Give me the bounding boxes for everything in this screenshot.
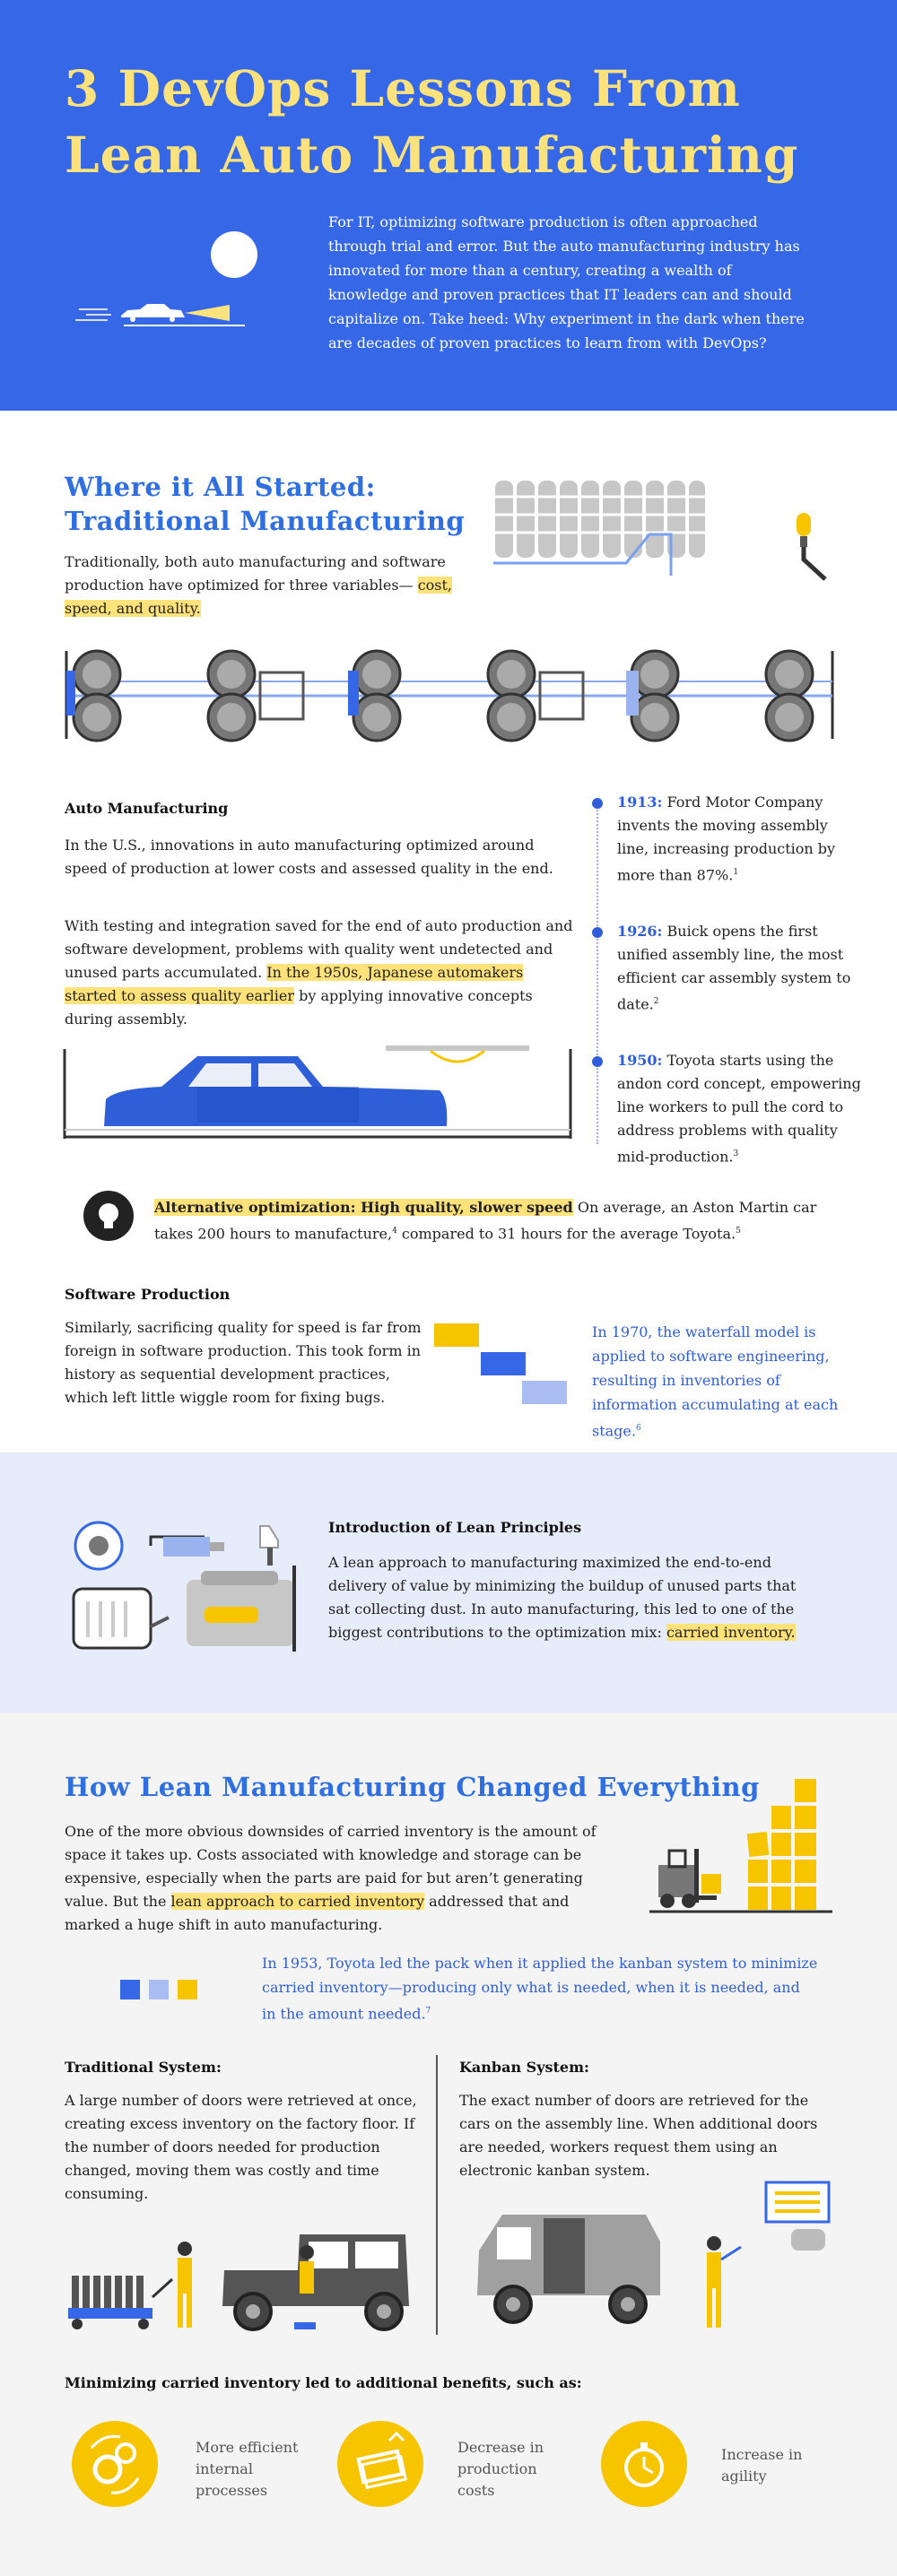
timeline-dot-icon (592, 927, 603, 938)
car-silhouette-icon (121, 304, 185, 317)
kanban-note: In 1953, Toyota led the pack when it applied the kanban system to minimize carried inventory—producing only what is needed, when it is needed, and in the amount needed.$^7$ (262, 1955, 818, 2023)
kanban-title: Kanban System: (459, 2059, 589, 2076)
hero-title (65, 56, 872, 188)
software-text: Similarly, sacrificing quality for speed is far from foreign in software production. This took form in history as sequential development practices, which left little wiggle room for fixing bugs. (65, 1319, 422, 1406)
waterfall-note: In 1970, the waterfall model is applied to software engineering, resulting in inventories of information accumulating at each stage.$^6$ (592, 1323, 839, 1440)
benefit-label: Increase in agility (721, 2446, 803, 2485)
hero-section (0, 0, 897, 411)
lean-highlight: carried inventory. (666, 1624, 796, 1641)
headlight-beam-icon (185, 305, 230, 321)
started-heading-line2: Traditional Manufacturing (65, 506, 466, 536)
traditional-title: Traditional System: (65, 2059, 222, 2076)
parts-storage-illustration (492, 477, 707, 576)
car-frame-icon (477, 2215, 660, 2322)
engine-parts-illustration (70, 1521, 303, 1655)
benefits-title: Minimizing carried inventory led to additional benefits, such as: (65, 2374, 582, 2391)
forklift-boxes-illustration (649, 1772, 832, 1915)
hero-intro: For IT, optimizing software production is often approached through trial and error. But the auto manufacturing industry has innovated for more than a century, creating a wealth of knowledge and proven practices that IT leaders can and should capitalize on. Take heed: Why experiment in the dark when there are decades of proven practices to learn from with DevOps? (328, 213, 805, 351)
boxes-stack-icon (747, 1779, 816, 1910)
forklift-icon (658, 1849, 721, 1908)
worker-icon (178, 2242, 192, 2328)
software-title: Software Production (65, 1286, 231, 1303)
kanban-screen-icon (766, 2182, 829, 2251)
started-heading (65, 470, 495, 538)
money-icon (337, 2421, 423, 2507)
auto-p1: In the U.S., innovations in auto manufacturing optimized around speed of production at lower costs and assessed quality in the end. (65, 837, 553, 877)
alternative-text: Alternative optimization: High quality, slower speed On average, an Aston Martin car takes 200 hours to manufacture,$^4$ compared to 31 hours for the average Toyota.$^5$ (154, 1199, 817, 1243)
lamp-icon (260, 1526, 278, 1548)
kanban-system-illustration (466, 2179, 834, 2333)
benefit-item (601, 2421, 852, 2511)
lean-text: A lean approach to manufacturing maximized the end-to-end delivery of value by minimizing the buildup of unused parts that sat collecting dust. In auto manufacturing, this led to one of the biggest contributions to the optimization mix: carried inventory. (328, 1554, 797, 1641)
benefit-label: More efficient internal processes (196, 2439, 299, 2499)
car-body-illustration (63, 1045, 574, 1144)
timeline-item: 1913: Ford Motor Company invents the moving assembly line, increasing production by more than 87%.$^1$ (592, 791, 861, 887)
sun-icon (211, 231, 257, 278)
lean-title: Introduction of Lean Principles (328, 1519, 582, 1536)
benefit-item (337, 2421, 588, 2511)
systems-divider (436, 2055, 438, 2335)
auto-highlight: In the 1950s, Japanese automakers started to assess quality earlier (65, 964, 524, 1004)
timeline-item: 1926: Buick opens the first unified assembly line, the most efficient car assembly system to date.$^2$ (592, 920, 861, 1016)
vintage-car-icon (222, 2234, 409, 2329)
traditional-text: A large number of doors were retrieved at once, creating excess inventory on the factory floor. If the number of doors needed for production changed, moving them was costly and time consuming. (65, 2092, 417, 2202)
door-cart-icon (68, 2276, 172, 2329)
lightbulb-glyph (83, 1191, 134, 1241)
hero-title-line2: Lean Auto Manufacturing (65, 126, 799, 184)
worker-icon (707, 2236, 741, 2328)
benefit-item (72, 2421, 323, 2511)
stopwatch-icon (601, 2421, 687, 2507)
started-heading-line1: Where it All Started: (65, 472, 376, 502)
started-text: Traditionally, both auto manufacturing and software production have optimized for three variables— cost, speed, and quality. (65, 553, 453, 617)
sun-car-illustration (72, 224, 296, 350)
kanban-squares-icon (117, 1976, 206, 2003)
auto-p2: With testing and integration saved for the end of auto production and software development, problems with quality went undetected and unused parts accumulated. In the 1950s, Japanese automakers started to assess quality earlier by applying innovative concepts during assembly. (65, 917, 573, 1028)
changed-text: One of the more obvious downsides of carried inventory is the amount of space it takes up. Costs associated with knowledge and storage can be expensive, especially when the parts are paid for but aren’t generating value. But the lean approach to carried inventory addressed that and marked a huge shift in auto manufacturing. (65, 1823, 597, 1933)
benefit-label: Decrease in production costs (457, 2439, 544, 2499)
changed-section (0, 1713, 897, 2576)
lightbulb-icon (83, 1191, 134, 1241)
changed-highlight: lean approach to carried inventory (170, 1893, 425, 1910)
timeline (592, 791, 861, 1166)
waterfall-blocks-icon (431, 1320, 574, 1418)
changed-heading: How Lean Manufacturing Changed Everything (65, 1772, 760, 1802)
robot-arm-icon (789, 509, 834, 581)
started-section (0, 411, 897, 1453)
hero-title-line1: 3 DevOps Lessons From (65, 59, 741, 117)
started-highlight: cost, speed, and quality. (65, 577, 453, 617)
assembly-line-illustration (63, 646, 836, 744)
timeline-dot-icon (592, 798, 603, 809)
lean-section (0, 1453, 897, 1713)
traditional-system-illustration (65, 2190, 427, 2333)
auto-title: Auto Manufacturing (65, 800, 229, 817)
kanban-text: The exact number of doors are retrieved for the cars on the assembly line. When additional doors are needed, workers request them using an electronic kanban system. (459, 2092, 818, 2179)
gears-icon (72, 2421, 158, 2507)
timeline-item: 1950: Toyota starts using the andon cord concept, empowering line workers to pull the cord to address problems with quality mid-production.$^3$ (592, 1049, 861, 1168)
timeline-dot-icon (592, 1056, 603, 1067)
alternative-highlight: Alternative optimization: High quality, slower speed (154, 1199, 573, 1216)
